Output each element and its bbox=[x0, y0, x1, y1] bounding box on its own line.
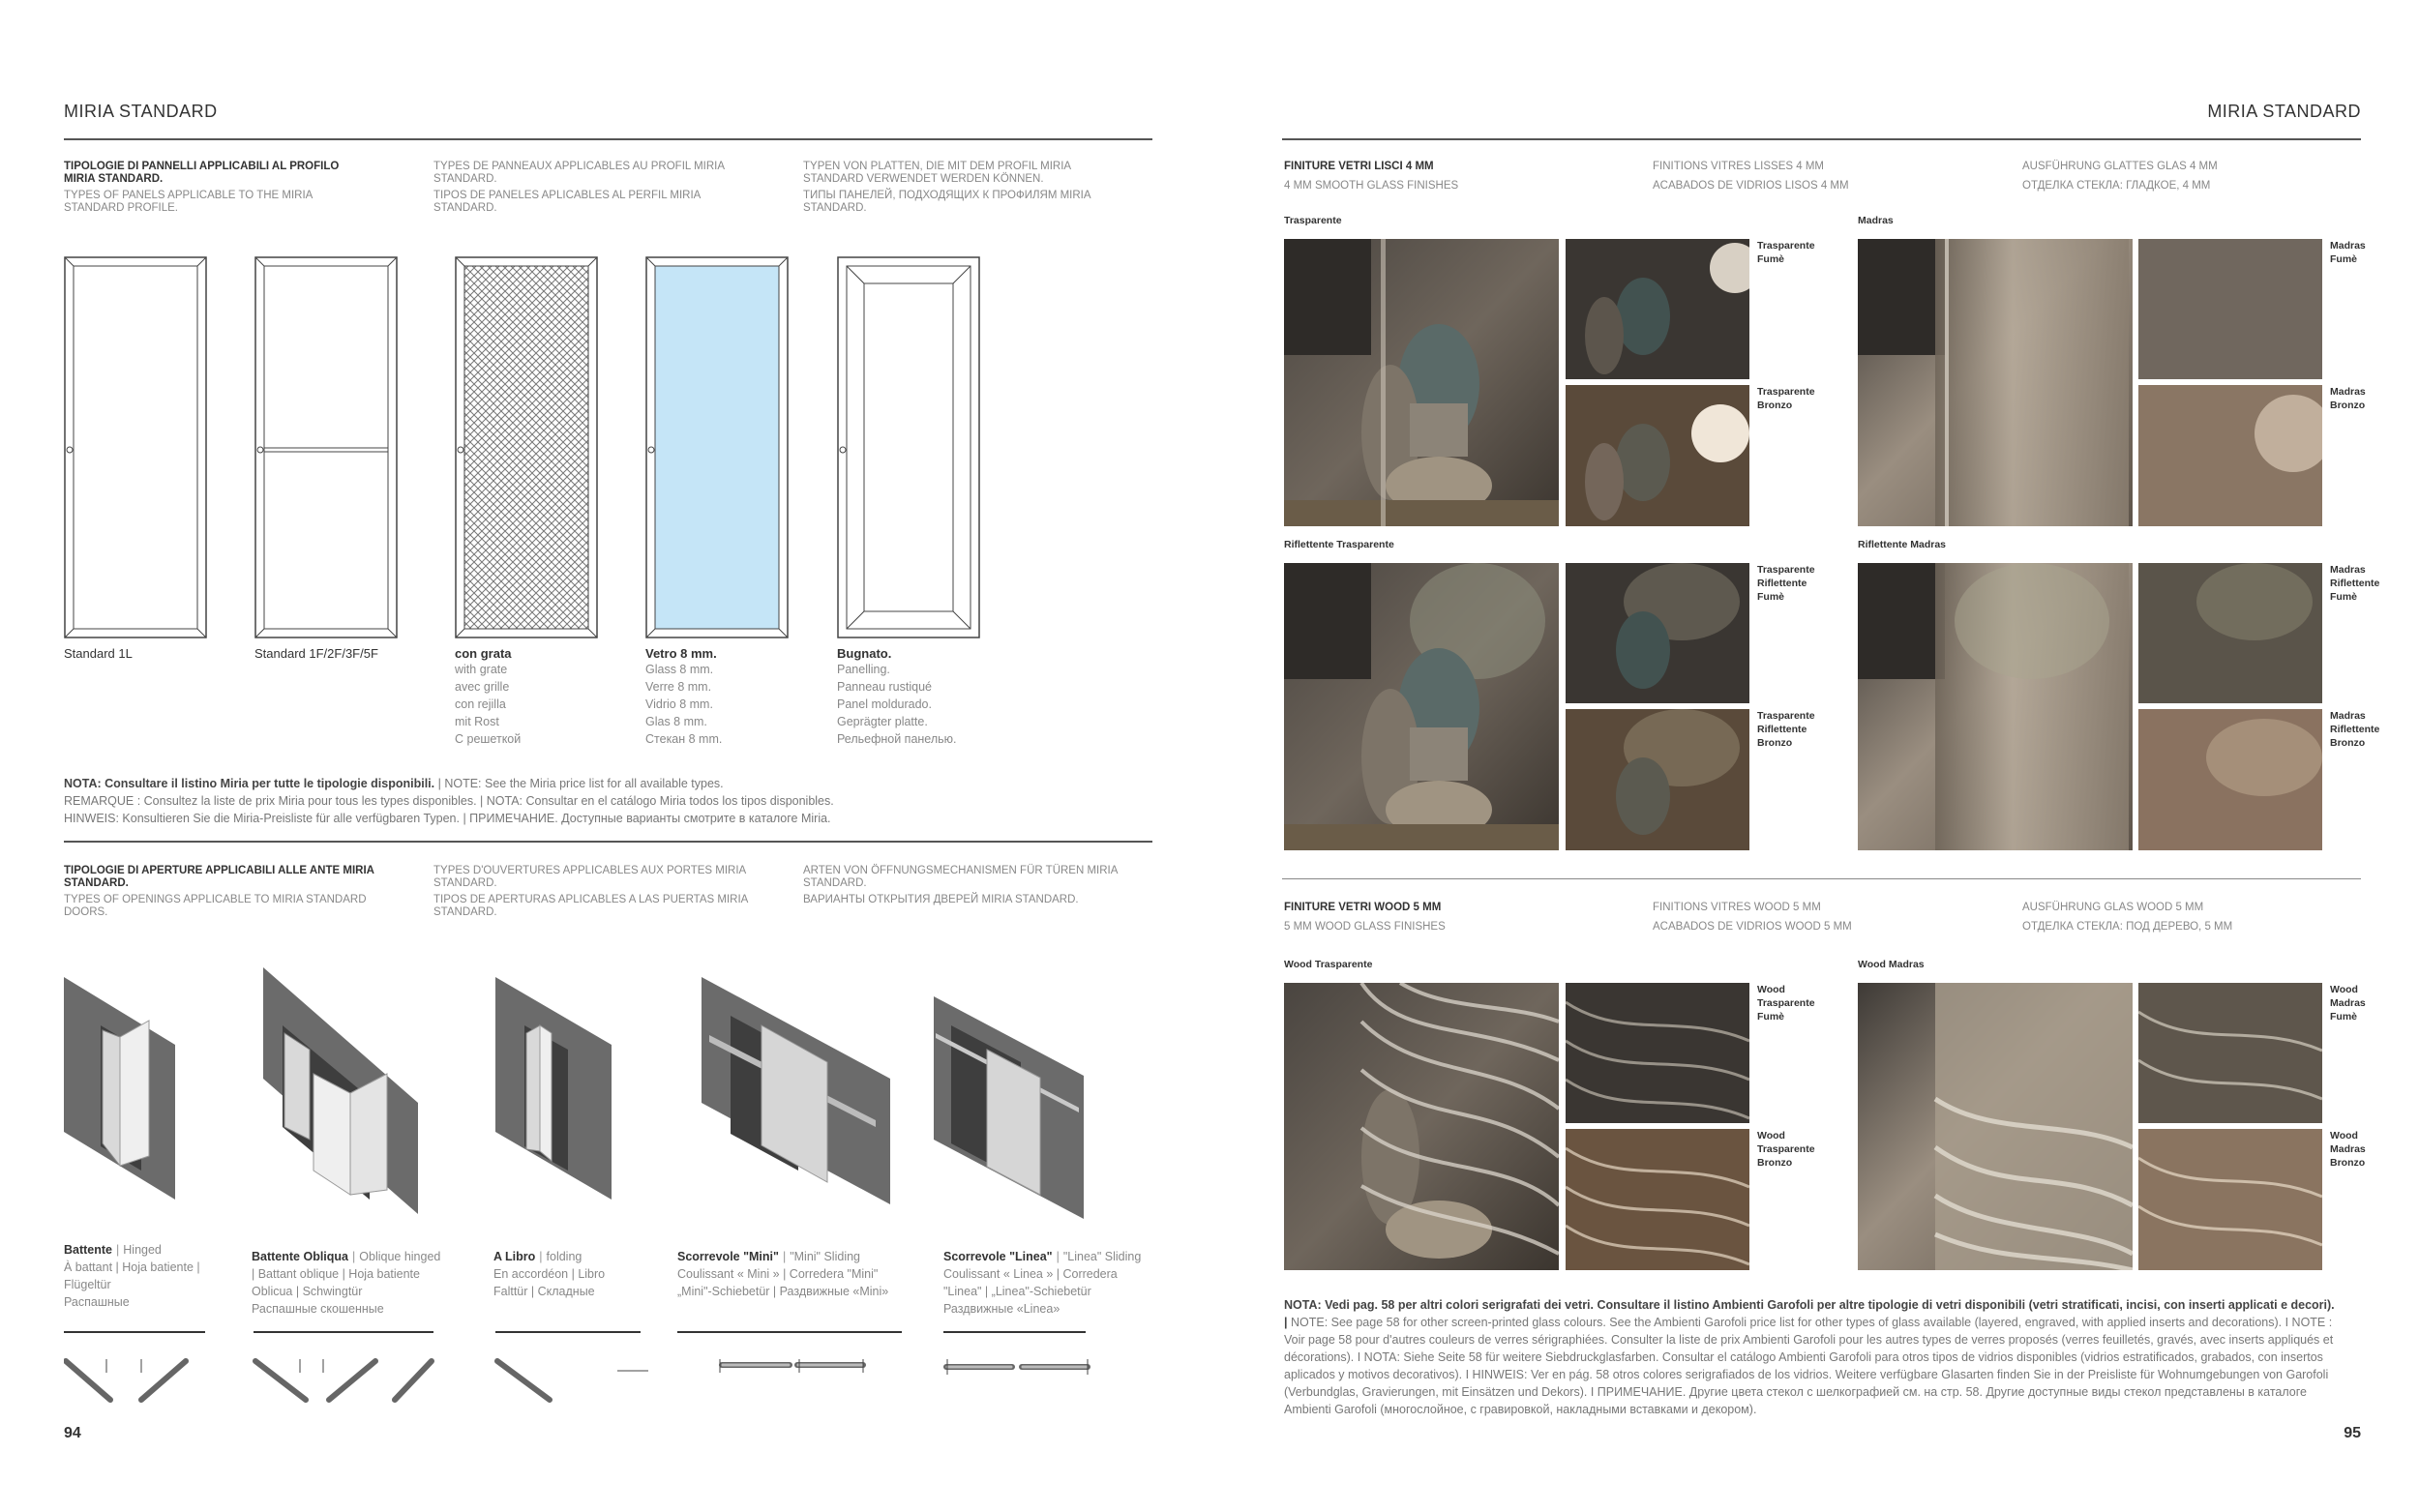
glass-note-rest: NOTE: See page 58 for other screen-printed glass colours. See the Ambienti Garofoli price list for other types of glass available (layered, engraved, with applied inserts and decorations). I NOTE : Voir page 58 pour d'autres couleurs de verres sérigraphiées. Consulter la liste de prix Ambienti Garofoli pour les autres types de verres proposés (verres feuilletés, gravés, avec inserts appliqués et décorations). I NOTA: Siehe Seite 58 für weitere Siebdruckglasfarben. Consultar el catálogo Ambienti Garofoli para otros tipos de vidrios disponibles (vidrios estratificados, grabados, con insertos aplicados y motivos decorativos). I HINWEIS: Ver en pág. 58 otros colores serigrafiados de los vidrios. Weitere verfügbare Glasarten finden Sie in der Preisliste für Wohnumgebungen von Garofoli (Verbundglas, Gravierungen, mit Einsätzen und Dekors). I ПРИМЕЧАНИЕ. Другие цвета стекол с шелкографией см. на стр. 58. Другие доступные виды стекол представлены в каталоге Ambienti Garofoli (многослойное, с гравировкой, накладными вставками и декором). bbox=[1284, 1316, 2334, 1416]
opening-libro-illustration bbox=[495, 977, 616, 1200]
panel-label-5 bbox=[837, 646, 957, 748]
panel-sub: with grate bbox=[455, 663, 508, 676]
panel-label-4 bbox=[645, 646, 722, 748]
glass-note bbox=[1284, 1296, 2339, 1418]
photo-wood-trasp-bronzo bbox=[1566, 1129, 1749, 1270]
opening-label-obliqua: Battente Obliqua | Oblique hinged | Battant oblique | Hoja batiente Oblicua | Schwingtür Распашные скошенные bbox=[252, 1250, 441, 1316]
smooth-heading-en: 4 MM SMOOTH GLASS FINISHES bbox=[1284, 180, 1459, 192]
panel-sub: mit Rost bbox=[455, 715, 499, 728]
left-header-rule bbox=[64, 138, 1152, 140]
panels-heading-it-en bbox=[64, 161, 354, 215]
panels-heading-de: TYPEN VON PLATTEN, DIE MIT DEM PROFIL MIRIA STANDARD VERWENDET WERDEN KÖNNEN. bbox=[803, 161, 1071, 185]
openings-heading-de-ru bbox=[803, 865, 1122, 906]
photo-rifl-madras-fume bbox=[2138, 563, 2322, 703]
panels-note-en: | NOTE: See the Miria price list for all available types. bbox=[434, 777, 724, 790]
wood-heading-fr-es bbox=[1653, 902, 1972, 934]
page-number-left: 94 bbox=[64, 1425, 81, 1441]
photo-rifl-trasp-fume bbox=[1566, 563, 1749, 703]
openings-heading-it: TIPOLOGIE DI APERTURE APPLICABILI ALLE ANTE MIRIA STANDARD. bbox=[64, 865, 374, 889]
glass-note-bold: NOTA: Vedi pag. 58 per altri colori serigrafati dei vetri. Consultare il listino Ambienti Garofoli per altre tipologie di vetri disponibili (vetri stratificati, incisi, con inserti applicati e decori). | bbox=[1284, 1298, 2335, 1329]
photo-wood-trasp-fume bbox=[1566, 983, 1749, 1123]
panel-sub: Стекан 8 mm. bbox=[645, 732, 723, 746]
panels-heading-ru: ТИПЫ ПАНЕЛЕЙ, ПОДХОДЯЩИХ К ПРОФИЛЯМ MIRIA STANDARD. bbox=[803, 190, 1090, 214]
wood-heading-it: FINITURE VETRI WOOD 5 MM bbox=[1284, 902, 1442, 913]
panel-title: Bugnato. bbox=[837, 646, 892, 661]
glass-caption-rifl-madras: Riflettente Madras bbox=[1858, 539, 1947, 550]
wood-heading-it-en bbox=[1284, 902, 1603, 934]
glass-label-madras-fume: Madras Fumè bbox=[2330, 240, 2366, 265]
opening-obliqua-illustration bbox=[263, 967, 423, 1214]
openings-heading-es: TIPOS DE APERTURAS APLICABLES A LAS PUERTAS MIRIA STANDARD. bbox=[433, 894, 748, 918]
right-running-header: MIRIA STANDARD bbox=[2207, 102, 2361, 121]
panels-heading-de-ru bbox=[803, 161, 1122, 215]
photo-madras-bronzo bbox=[2138, 385, 2322, 526]
panel-sub: Panelling. bbox=[837, 663, 890, 676]
door-standard-1l bbox=[64, 256, 207, 638]
photo-rifl-trasp-bronzo bbox=[1566, 709, 1749, 850]
photo-wood-trasparente bbox=[1284, 983, 1559, 1270]
panel-sub: Vidrio 8 mm. bbox=[645, 697, 713, 711]
glass-caption-trasparente: Trasparente bbox=[1284, 215, 1342, 226]
door-vetro bbox=[645, 256, 789, 638]
openings-heading-fr: TYPES D'OUVERTURES APPLICABLES AUX PORTES MIRIA STANDARD. bbox=[433, 865, 746, 889]
photo-wood-madras bbox=[1858, 983, 2133, 1270]
opening-desc: Oblique hinged | Battant oblique | Hoja batiente Oblicua | Schwingtür Распашные скошенные bbox=[252, 1250, 441, 1316]
panels-heading-es: TIPOS DE PANELES APLICABLES AL PERFIL MIRIA STANDARD. bbox=[433, 190, 701, 214]
photo-wood-madras-fume bbox=[2138, 983, 2322, 1123]
panel-sub: Glass 8 mm. bbox=[645, 663, 714, 676]
panel-label-1 bbox=[64, 646, 133, 661]
glass-label-madras-bronzo: Madras Bronzo bbox=[2330, 386, 2366, 411]
right-mid-rule bbox=[1282, 878, 2361, 879]
glass-caption-madras: Madras bbox=[1858, 215, 1894, 226]
opening-label-libro: A Libro | folding En accordéon | Libro Falttür | Складные bbox=[493, 1250, 606, 1298]
opening-mini-illustration bbox=[702, 977, 895, 1204]
door-bugnato bbox=[837, 256, 980, 638]
openings-heading-en: TYPES OF OPENINGS APPLICABLE TO MIRIA STANDARD DOORS. bbox=[64, 894, 367, 918]
wood-heading-de: AUSFÜHRUNG GLAS WOOD 5 MM bbox=[2022, 902, 2204, 913]
panel-title: con grata bbox=[455, 646, 512, 661]
photo-trasparente bbox=[1284, 239, 1559, 526]
panel-sub: con rejilla bbox=[455, 697, 506, 711]
opening-label-linea: Scorrevole "Linea" | "Linea" Sliding Coulissant « Linea » | Corredera "Linea" | „Linea"-Schiebetür Раздвижные «Linea» bbox=[943, 1250, 1142, 1316]
page-number-right: 95 bbox=[2344, 1425, 2361, 1441]
panel-sub: Verre 8 mm. bbox=[645, 680, 712, 694]
panel-sub: Panel moldurado. bbox=[837, 697, 932, 711]
smooth-heading-fr: FINITIONS VITRES LISSES 4 MM bbox=[1653, 161, 1825, 172]
panels-note-fr-es: REMARQUE : Consultez la liste de prix Miria pour tous les types disponibles. | NOTA: Consultar en el catálogo Miria todos los tipos disponibles. bbox=[64, 794, 834, 808]
glass-label-wood-madras-bronzo: Wood Madras Bronzo bbox=[2330, 1130, 2366, 1169]
opening-title: A Libro bbox=[493, 1250, 536, 1263]
smooth-heading-es: ACABADOS DE VIDRIOS LISOS 4 MM bbox=[1653, 180, 1849, 192]
smooth-heading-fr-es bbox=[1653, 161, 1972, 193]
openings-heading-de: ARTEN VON ÖFFNUNGSMECHANISMEN FÜR TÜREN MIRIA STANDARD. bbox=[803, 865, 1118, 889]
photo-trasparente-fume bbox=[1566, 239, 1749, 379]
wood-heading-ru: ОТДЕЛКА СТЕКЛА: ПОД ДЕРЕВО, 5 ММ bbox=[2022, 921, 2233, 933]
photo-rifl-madras bbox=[1858, 563, 2133, 850]
opening-title: Battente bbox=[64, 1243, 113, 1257]
opening-title: Scorrevole "Linea" bbox=[943, 1250, 1053, 1263]
opening-desc: "Mini" Sliding Coulissant « Mini » | Corredera "Mini" „Mini"-Schiebetür | Раздвижные «Mini» bbox=[677, 1250, 889, 1298]
opening-linea-illustration bbox=[934, 996, 1089, 1219]
glass-label-wood-trasp-fume: Wood Trasparente Fumè bbox=[1757, 984, 1815, 1023]
smooth-heading-ru: ОТДЕЛКА СТЕКЛА: ГЛАДКОЕ, 4 ММ bbox=[2022, 180, 2211, 192]
openings-heading-fr-es bbox=[433, 865, 762, 919]
panels-note-bold: NOTA: Consultare il listino Miria per tutte le tipologie disponibili. bbox=[64, 777, 435, 790]
panel-sub: Рельефной панелью. bbox=[837, 732, 957, 746]
opening-desc: "Linea" Sliding Coulissant « Linea » | Corredera "Linea" | „Linea"-Schiebetür Раздвижные «Linea» bbox=[943, 1250, 1142, 1316]
opening-battente-illustration bbox=[64, 977, 180, 1200]
photo-madras bbox=[1858, 239, 2133, 526]
opening-label-mini: Scorrevole "Mini" | "Mini" Sliding Coulissant « Mini » | Corredera "Mini" „Mini"-Schiebetür | Раздвижные «Mini» bbox=[677, 1250, 889, 1298]
glass-label-rifl-trasp-bronzo: Trasparente Riflettente Bronzo bbox=[1757, 710, 1815, 749]
panel-sub: Glas 8 mm. bbox=[645, 715, 707, 728]
glass-label-trasparente-bronzo: Trasparente Bronzo bbox=[1757, 386, 1815, 411]
panels-heading-fr: TYPES DE PANNEAUX APPLICABLES AU PROFIL MIRIA STANDARD. bbox=[433, 161, 725, 185]
openings-heading-it-en bbox=[64, 865, 383, 919]
panels-note-de-ru: HINWEIS: Konsultieren Sie die Miria-Preisliste für alle verfügbaren Typen. | ПРИМЕЧАНИЕ. Доступные варианты смотрите в каталоге Miria. bbox=[64, 812, 831, 825]
glass-caption-wood-trasparente: Wood Trasparente bbox=[1284, 959, 1373, 970]
wood-heading-en: 5 MM WOOD GLASS FINISHES bbox=[1284, 921, 1446, 933]
wood-heading-es: ACABADOS DE VIDRIOS WOOD 5 MM bbox=[1653, 921, 1852, 933]
smooth-heading-it: FINITURE VETRI LISCI 4 MM bbox=[1284, 161, 1434, 172]
opening-plan-diagrams bbox=[64, 1330, 1157, 1403]
panel-title: Standard 1L bbox=[64, 646, 133, 661]
panel-title: Standard 1F/2F/3F/5F bbox=[254, 646, 378, 661]
glass-caption-rifl-trasparente: Riflettente Trasparente bbox=[1284, 539, 1394, 550]
smooth-heading-de-ru bbox=[2022, 161, 2342, 193]
glass-label-rifl-madras-fume: Madras Riflettente Fumè bbox=[2330, 564, 2380, 603]
panel-sub: С решеткой bbox=[455, 732, 522, 746]
door-standard-multi bbox=[254, 256, 398, 638]
door-con-grata bbox=[455, 256, 598, 638]
photo-madras-fume bbox=[2138, 239, 2322, 379]
opening-label-battente: Battente | Hinged À battant | Hoja batiente | Flügeltür Распашные bbox=[64, 1243, 200, 1309]
smooth-heading-de: AUSFÜHRUNG GLATTES GLAS 4 MM bbox=[2022, 161, 2218, 172]
panel-sub: Geprägter platte. bbox=[837, 715, 928, 728]
right-header-rule bbox=[1282, 138, 2361, 140]
wood-heading-de-ru bbox=[2022, 902, 2342, 934]
photo-wood-madras-bronzo bbox=[2138, 1129, 2322, 1270]
opening-desc: Hinged À battant | Hoja batiente | Flügeltür Распашные bbox=[64, 1243, 200, 1309]
photo-trasparente-bronzo bbox=[1566, 385, 1749, 526]
glass-label-wood-madras-fume: Wood Madras Fumè bbox=[2330, 984, 2366, 1023]
glass-label-trasparente-fume: Trasparente Fumè bbox=[1757, 240, 1815, 265]
glass-label-rifl-trasp-fume: Trasparente Riflettente Fumè bbox=[1757, 564, 1815, 603]
glass-label-wood-trasp-bronzo: Wood Trasparente Bronzo bbox=[1757, 1130, 1815, 1169]
panels-heading-it: TIPOLOGIE DI PANNELLI APPLICABILI AL PROFILO MIRIA STANDARD. bbox=[64, 161, 340, 185]
photo-rifl-madras-bronzo bbox=[2138, 709, 2322, 850]
panels-note bbox=[64, 775, 1152, 827]
smooth-heading-it-en bbox=[1284, 161, 1603, 193]
glass-caption-wood-madras: Wood Madras bbox=[1858, 959, 1925, 970]
left-running-header: MIRIA STANDARD bbox=[64, 102, 218, 121]
panel-sub: avec grille bbox=[455, 680, 510, 694]
panel-label-3 bbox=[455, 646, 521, 748]
panel-sub: Panneau rustiqué bbox=[837, 680, 932, 694]
panel-title: Vetro 8 mm. bbox=[645, 646, 717, 661]
left-mid-rule bbox=[64, 841, 1152, 843]
opening-title: Battente Obliqua bbox=[252, 1250, 349, 1263]
glass-label-rifl-madras-bronzo: Madras Riflettente Bronzo bbox=[2330, 710, 2380, 749]
panels-heading-en: TYPES OF PANELS APPLICABLE TO THE MIRIA STANDARD PROFILE. bbox=[64, 190, 313, 214]
panel-label-2 bbox=[254, 646, 378, 661]
wood-heading-fr: FINITIONS VITRES WOOD 5 MM bbox=[1653, 902, 1821, 913]
opening-title: Scorrevole "Mini" bbox=[677, 1250, 779, 1263]
opening-desc: folding En accordéon | Libro Falttür | Складные bbox=[493, 1250, 606, 1298]
photo-rifl-trasparente bbox=[1284, 563, 1559, 850]
openings-heading-ru: ВАРИАНТЫ ОТКРЫТИЯ ДВЕРЕЙ MIRIA STANDARD. bbox=[803, 894, 1079, 905]
panels-heading-fr-es bbox=[433, 161, 762, 215]
